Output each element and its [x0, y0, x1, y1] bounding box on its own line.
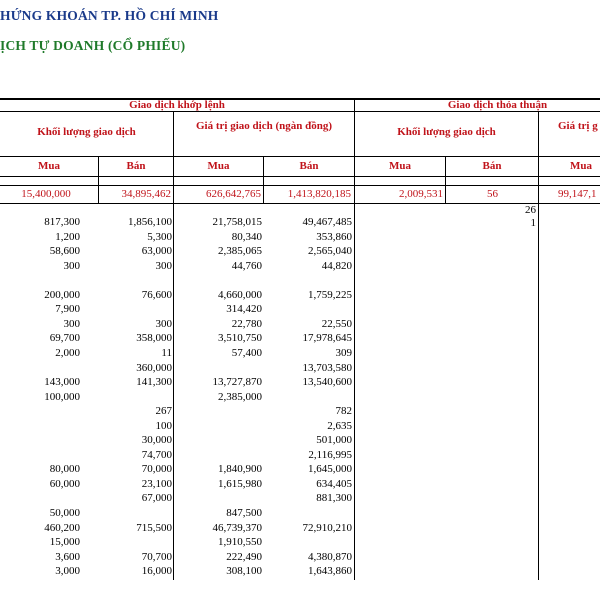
subheader-volume-negotiated: Khối lượng giao dịch	[397, 126, 496, 138]
page-title-exchange: HỨNG KHOÁN TP. HỒ CHÍ MINH	[0, 8, 219, 23]
table-cell-value-sell: 353,860	[316, 230, 352, 243]
table-cell-value-buy: 3,510,750	[218, 332, 262, 345]
table-cell-value-sell: 13,540,600	[302, 376, 352, 389]
table-cell-volume-buy: 69,700	[49, 332, 80, 345]
table-cell-volume-sell: 141,300	[136, 376, 172, 389]
neg-volume-sell-row-2: 1	[530, 217, 536, 229]
table-cell-volume-buy: 1,200	[55, 230, 80, 243]
table-cell-volume-buy: 7,900	[55, 303, 80, 316]
table-cell-volume-buy: 300	[63, 259, 80, 272]
total-neg-value-buy: 99,147,1	[558, 188, 597, 200]
table-cell-value-sell: 49,467,485	[302, 216, 352, 228]
subheader-divider	[0, 156, 600, 157]
col-header-value-sell: Bán	[299, 160, 319, 172]
table-cell-volume-buy: 143,000	[44, 376, 80, 389]
table-cell-volume-sell: 30,000	[141, 434, 172, 447]
table-cell-volume-sell: 267	[155, 405, 172, 418]
table-cell-volume-buy: 60,000	[49, 477, 80, 490]
total-volume-sell: 34,895,462	[121, 188, 171, 200]
group-header-divider	[0, 111, 600, 112]
table-cell-value-sell: 22,550	[321, 317, 352, 330]
page-title-report: ỊCH TỰ DOANH (CỔ PHIẾU)	[0, 38, 186, 53]
table-cell-volume-buy: 80,000	[49, 463, 80, 476]
table-cell-value-buy: 222,490	[226, 550, 262, 563]
table-cell-volume-sell: 5,300	[147, 230, 172, 243]
subheader-value-matched: Giá trị giao dịch (ngàn đồng)	[196, 120, 332, 132]
table-cell-volume-sell: 70,000	[141, 463, 172, 476]
table-cell-value-sell: 1,643,860	[308, 565, 352, 578]
col-header-neg-value-buy: Mua	[570, 160, 592, 172]
table-cell-value-buy: 314,420	[226, 303, 262, 316]
table-cell-volume-buy: 200,000	[44, 288, 80, 301]
total-neg-volume-buy: 2,009,531	[399, 188, 443, 200]
table-cell-volume-sell: 300	[155, 259, 172, 272]
table-cell-volume-buy: 3,000	[55, 565, 80, 578]
total-neg-volume-sell: 56	[487, 188, 498, 200]
col-header-neg-volume-sell: Bán	[482, 160, 502, 172]
col-header-volume-buy: Mua	[38, 160, 60, 172]
table-cell-value-sell: 13,703,580	[302, 361, 352, 374]
table-cell-volume-sell: 76,600	[141, 288, 172, 301]
table-cell-value-sell: 2,116,995	[308, 448, 352, 461]
table-cell-volume-sell: 100	[155, 419, 172, 432]
col-header-neg-volume-buy: Mua	[389, 160, 411, 172]
table-cell-volume-sell: 11	[161, 347, 172, 359]
group-header-matched: Giao dịch khớp lệnh	[129, 99, 225, 111]
table-cell-value-buy: 46,739,370	[212, 521, 262, 534]
table-cell-volume-sell: 300	[155, 317, 172, 330]
table-cell-value-buy: 847,500	[226, 507, 262, 519]
table-cell-value-buy: 2,385,065	[218, 245, 262, 258]
table-cell-value-sell: 309	[335, 347, 352, 359]
table-cell-volume-sell: 360,000	[136, 361, 172, 374]
subheader-volume-matched: Khối lượng giao dịch	[37, 126, 136, 138]
total-volume-buy: 15,400,000	[21, 188, 71, 200]
table-cell-value-buy: 21,758,015	[212, 216, 262, 228]
table-cell-volume-buy: 15,000	[49, 536, 80, 549]
total-value-sell: 1,413,820,185	[287, 188, 351, 200]
table-cell-volume-buy: 817,300	[44, 216, 80, 228]
table-cell-value-sell: 2,635	[327, 419, 352, 432]
table-cell-value-buy: 1,910,550	[218, 536, 262, 549]
table-cell-volume-buy: 3,600	[55, 550, 80, 563]
table-cell-volume-sell: 70,700	[141, 550, 172, 563]
table-cell-value-buy: 57,400	[231, 347, 262, 359]
table-cell-value-sell: 782	[335, 405, 352, 418]
table-cell-value-buy: 308,100	[226, 565, 262, 578]
table-cell-volume-buy: 460,200	[44, 521, 80, 534]
table-cell-volume-sell: 358,000	[136, 332, 172, 345]
column-header-divider	[0, 176, 600, 177]
table-cell-volume-sell: 1,856,100	[128, 216, 172, 228]
table-cell-value-sell: 1,645,000	[308, 463, 352, 476]
subheader-value-negotiated: Giá trị g	[558, 120, 598, 132]
table-cell-volume-buy: 2,000	[55, 347, 80, 359]
table-cell-volume-sell: 74,700	[141, 448, 172, 461]
table-cell-value-buy: 1,615,980	[218, 477, 262, 490]
col-divider-6	[538, 111, 539, 580]
table-cell-value-sell: 2,565,040	[308, 245, 352, 258]
table-cell-value-sell: 17,978,645	[302, 332, 352, 345]
table-cell-value-sell: 501,000	[316, 434, 352, 447]
table-cell-value-buy: 80,340	[231, 230, 262, 243]
table-cell-value-sell: 1,759,225	[308, 288, 352, 301]
table-cell-volume-sell: 67,000	[141, 492, 172, 505]
table-cell-volume-sell: 16,000	[141, 565, 172, 578]
table-cell-volume-buy: 58,600	[49, 245, 80, 258]
table-cell-value-buy: 44,760	[231, 259, 262, 272]
table-cell-value-sell: 634,405	[316, 477, 352, 490]
table-cell-volume-buy: 300	[63, 317, 80, 330]
table-cell-volume-sell: 715,500	[136, 521, 172, 534]
table-cell-value-sell: 44,820	[321, 259, 352, 272]
table-cell-volume-buy: 50,000	[49, 507, 80, 519]
table-cell-value-sell: 881,300	[316, 492, 352, 505]
col-header-volume-sell: Bán	[126, 160, 146, 172]
table-cell-value-buy: 13,727,870	[212, 376, 262, 389]
neg-volume-sell-row-1: 26	[525, 204, 536, 216]
table-cell-value-sell: 4,380,870	[308, 550, 352, 563]
group-header-negotiated: Giao dịch thỏa thuận	[447, 99, 548, 111]
col-header-value-buy: Mua	[207, 160, 230, 172]
table-cell-value-buy: 4,660,000	[218, 288, 262, 301]
table-cell-value-buy: 1,840,900	[218, 463, 262, 476]
table-cell-volume-sell: 23,100	[141, 477, 172, 490]
total-value-buy: 626,642,765	[206, 188, 261, 200]
table-cell-volume-buy: 100,000	[44, 390, 80, 403]
table-cell-value-buy: 2,385,000	[218, 390, 262, 403]
table-cell-value-buy: 22,780	[231, 317, 262, 330]
table-cell-volume-sell: 63,000	[141, 245, 172, 258]
table-cell-value-sell: 72,910,210	[302, 521, 352, 534]
totals-top-border	[0, 185, 600, 186]
